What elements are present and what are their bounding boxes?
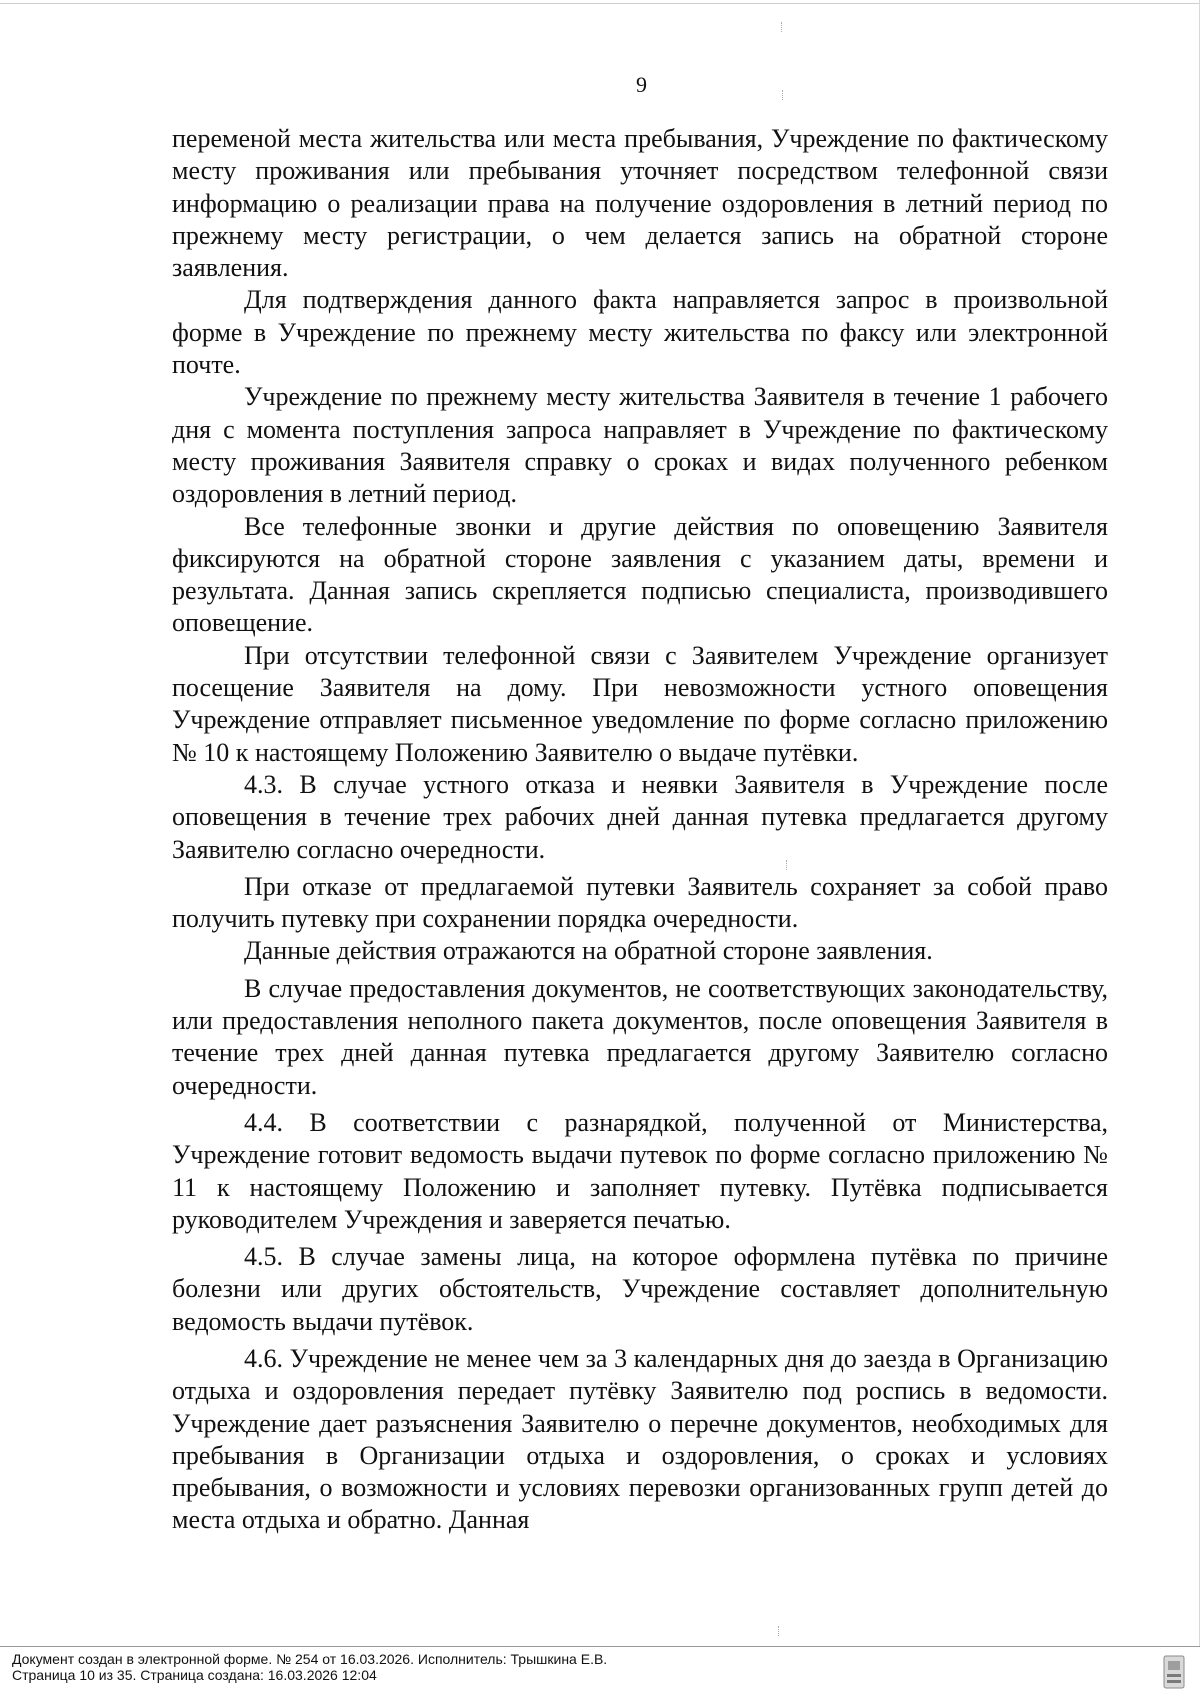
paragraph-4-3: 4.3. В случае устного отказа и неявки Заявителя в Учреждение после оповещения в течение трех рабочих дней данная путевка предлагается другому Заявителю согласно очередности. — [172, 769, 1108, 864]
document-seal-icon — [1162, 1655, 1186, 1689]
paragraph-no-phone: При отсутствии телефонной связи с Заявителем Учреждение организует посещение Заявителя на дому. При невозможности устного оповещения Учреждение отправляет письменное уведомление по форме согласно приложению № 10 к настоящему Положению Заявителю о выдаче путёвки. — [172, 640, 1108, 767]
document-footer — [0, 1646, 1200, 1699]
footer-document-info: Документ создан в электронной форме. № 254 от 16.03.2026. Исполнитель: Трышкина Е.В. — [12, 1651, 608, 1667]
paragraph-4-5: 4.5. В случае замены лица, на которое оформлена путёвка по причине болезни или других обстоятельств, Учреждение составляет дополнительную ведомость выдачи путёвок. — [172, 1242, 1108, 1336]
paragraph-actions-recorded: Данные действия отражаются на обратной стороне заявления. — [244, 936, 933, 966]
paragraph-4-6: 4.6. Учреждение не менее чем за 3 календарных дня до заезда в Организацию отдыха и оздоровления передает путёвку Заявителю под роспись в ведомости. Учреждение дает разъяснения Заявителю о перечне документов, необходимых для пребывания в Организации отдыха и оздоровления, о сроках и условиях пребывания, о возможности и условиях перевозки организованных групп детей до места отдыха и обратно. Данная — [172, 1343, 1108, 1535]
footer-page-info: Страница 10 из 35. Страница создана: 16.03.2026 12:04 — [12, 1667, 377, 1683]
scan-artifact — [782, 90, 789, 100]
page-top-border — [0, 3, 1200, 4]
paragraph-residence-change: переменой места жительства или места пребывания, Учреждение по фактическому месту проживания или пребывания уточняет посредством телефонной связи информацию о реализации права на получение оздоровления в летний период по прежнему месту регистрации, о чем делается запись на обратной стороне заявления. — [172, 124, 1108, 283]
paragraph-refusal: При отказе от предлагаемой путевки Заявитель сохраняет за собой право получить путевку при сохранении порядка очередности. — [172, 871, 1108, 934]
scan-artifact — [778, 1626, 785, 1636]
paragraph-4-4: 4.4. В соответствии с разнарядкой, полученной от Министерства, Учреждение готовит ведомость выдачи путевок по форме согласно приложению № 11 к настоящему Положению и заполняет путевку. Путёвка подписывается руководителем Учреждения и заверяется печатью. — [172, 1107, 1108, 1234]
paragraph-incomplete-documents: В случае предоставления документов, не соответствующих законодательству, или предоставления неполного пакета документов, после оповещения Заявителя в течение трех дней данная путевка предлагается другому Заявителю согласно очередности. — [172, 973, 1108, 1100]
page-number: 9 — [636, 72, 647, 97]
scan-artifact — [781, 22, 788, 32]
paragraph-previous-institution: Учреждение по прежнему месту жительства Заявителя в течение 1 рабочего дня с момента поступления запроса направляет в Учреждение по фактическому месту проживания Заявителя справку о сроках и видах полученного ребенком оздоровления в летний период. — [172, 382, 1108, 509]
paragraph-request-confirmation: Для подтверждения данного факта направляется запрос в произвольной форме в Учреждение по прежнему месту жительства по факсу или электронной почте. — [172, 285, 1108, 380]
document-body — [172, 123, 1108, 1537]
paragraph-phone-calls: Все телефонные звонки и другие действия по оповещению Заявителя фиксируются на обратной стороне заявления с указанием даты, времени и результата. Данная запись скрепляется подписью специалиста, производившего оповещение. — [172, 511, 1108, 638]
